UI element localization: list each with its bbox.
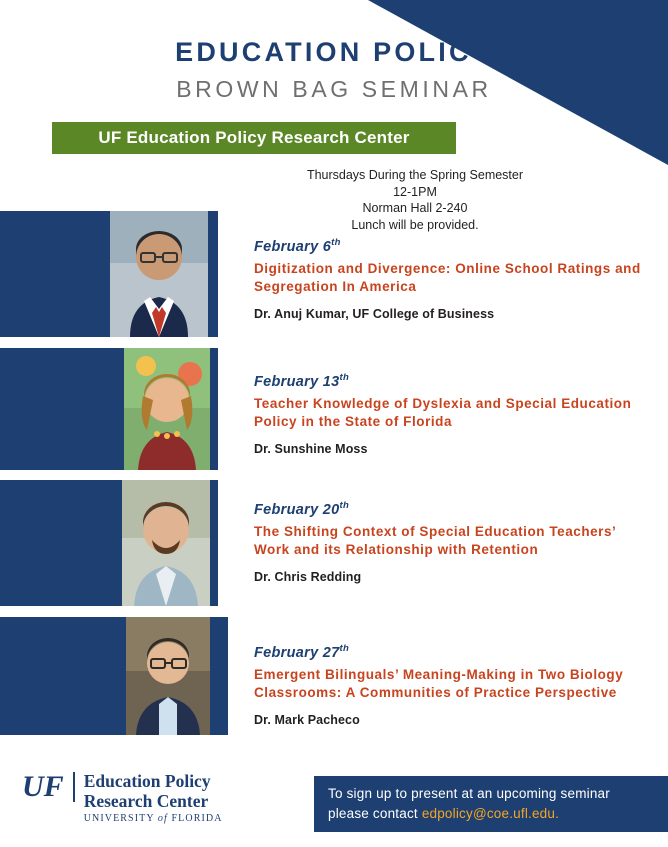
session-title: The Shifting Context of Special Education Teachers’ Work and its Relationship with Retention (254, 523, 616, 558)
uf-org-line-1: Education Policy (83, 771, 211, 791)
session-date (254, 372, 644, 390)
uf-florida-word: FLORIDA (171, 813, 223, 825)
session-date-ordinal: th (331, 237, 341, 248)
session-date (254, 643, 644, 661)
session-date-ordinal: th (339, 643, 350, 654)
session-date-ordinal: th (339, 500, 350, 511)
info-line-2: 12-1PM (393, 184, 437, 199)
session-text (254, 500, 644, 584)
signup-callout (314, 776, 668, 832)
session-speaker: Dr. Mark Pacheco (254, 713, 360, 728)
uf-org-line-2: Research Center (83, 790, 209, 811)
session-speaker: Dr. Chris Redding (254, 570, 362, 585)
session-text (254, 237, 644, 321)
signup-contact-text: please contact (328, 805, 422, 821)
page-subtitle: BROWN BAG SEMINAR (176, 75, 492, 102)
headshot-photo (126, 617, 210, 735)
session-date-ordinal: th (339, 372, 350, 383)
session-text (254, 643, 644, 727)
signup-line-2 (328, 804, 668, 824)
info-line-1: Thursdays During the Spring Semester (306, 168, 524, 182)
headshot-mark-pacheco-icon (126, 617, 210, 735)
session-title: Teacher Knowledge of Dyslexia and Special Education Policy in the State of Florida (254, 395, 632, 430)
session-entry (0, 617, 668, 741)
center-banner-label: UF Education Policy Research Center (98, 128, 410, 147)
uf-logo-text (84, 772, 223, 824)
headshot-anuj-kumar-icon (110, 211, 208, 337)
center-banner (52, 122, 456, 154)
session-entry (0, 211, 668, 343)
session-title: Digitization and Divergence: Online School Ratings and Segregation In America (254, 260, 641, 295)
page-title: EDUCATION POLICY (175, 37, 493, 67)
info-line-3: Norman Hall 2-240 (362, 201, 468, 215)
uf-monogram: UF (22, 772, 75, 802)
signup-line-1: To sign up to present at an upcoming seminar (328, 786, 610, 801)
session-date-text: February 13 (254, 373, 340, 390)
uf-university-word: UNIVERSITY (83, 813, 155, 825)
session-text (254, 372, 644, 456)
info-line-4: Lunch will be provided. (351, 217, 479, 232)
uf-logo (22, 772, 223, 824)
uf-org-line-3 (84, 813, 223, 824)
session-entry (0, 348, 668, 476)
session-date-text: February 20 (254, 501, 340, 518)
uf-of-word: of (157, 813, 168, 825)
headshot-photo (110, 211, 208, 337)
session-speaker: Dr. Anuj Kumar, UF College of Business (254, 307, 495, 322)
session-title: Emergent Bilinguals’ Meaning-Making in Two Biology Classrooms: A Communities of Practice Perspective (254, 666, 624, 701)
signup-email-link[interactable]: edpolicy@coe.ufl.edu. (421, 805, 560, 821)
headshot-photo (124, 348, 210, 470)
headshot-sunshine-moss-icon (124, 348, 210, 470)
session-date (254, 237, 644, 255)
headshot-chris-redding-icon (122, 480, 210, 606)
flyer-header (0, 38, 668, 103)
session-date-text: February 6 (254, 238, 332, 255)
session-date-text: February 27 (254, 644, 340, 661)
headshot-photo (122, 480, 210, 606)
session-date (254, 500, 644, 518)
session-entry (0, 480, 668, 612)
session-speaker: Dr. Sunshine Moss (254, 442, 368, 457)
